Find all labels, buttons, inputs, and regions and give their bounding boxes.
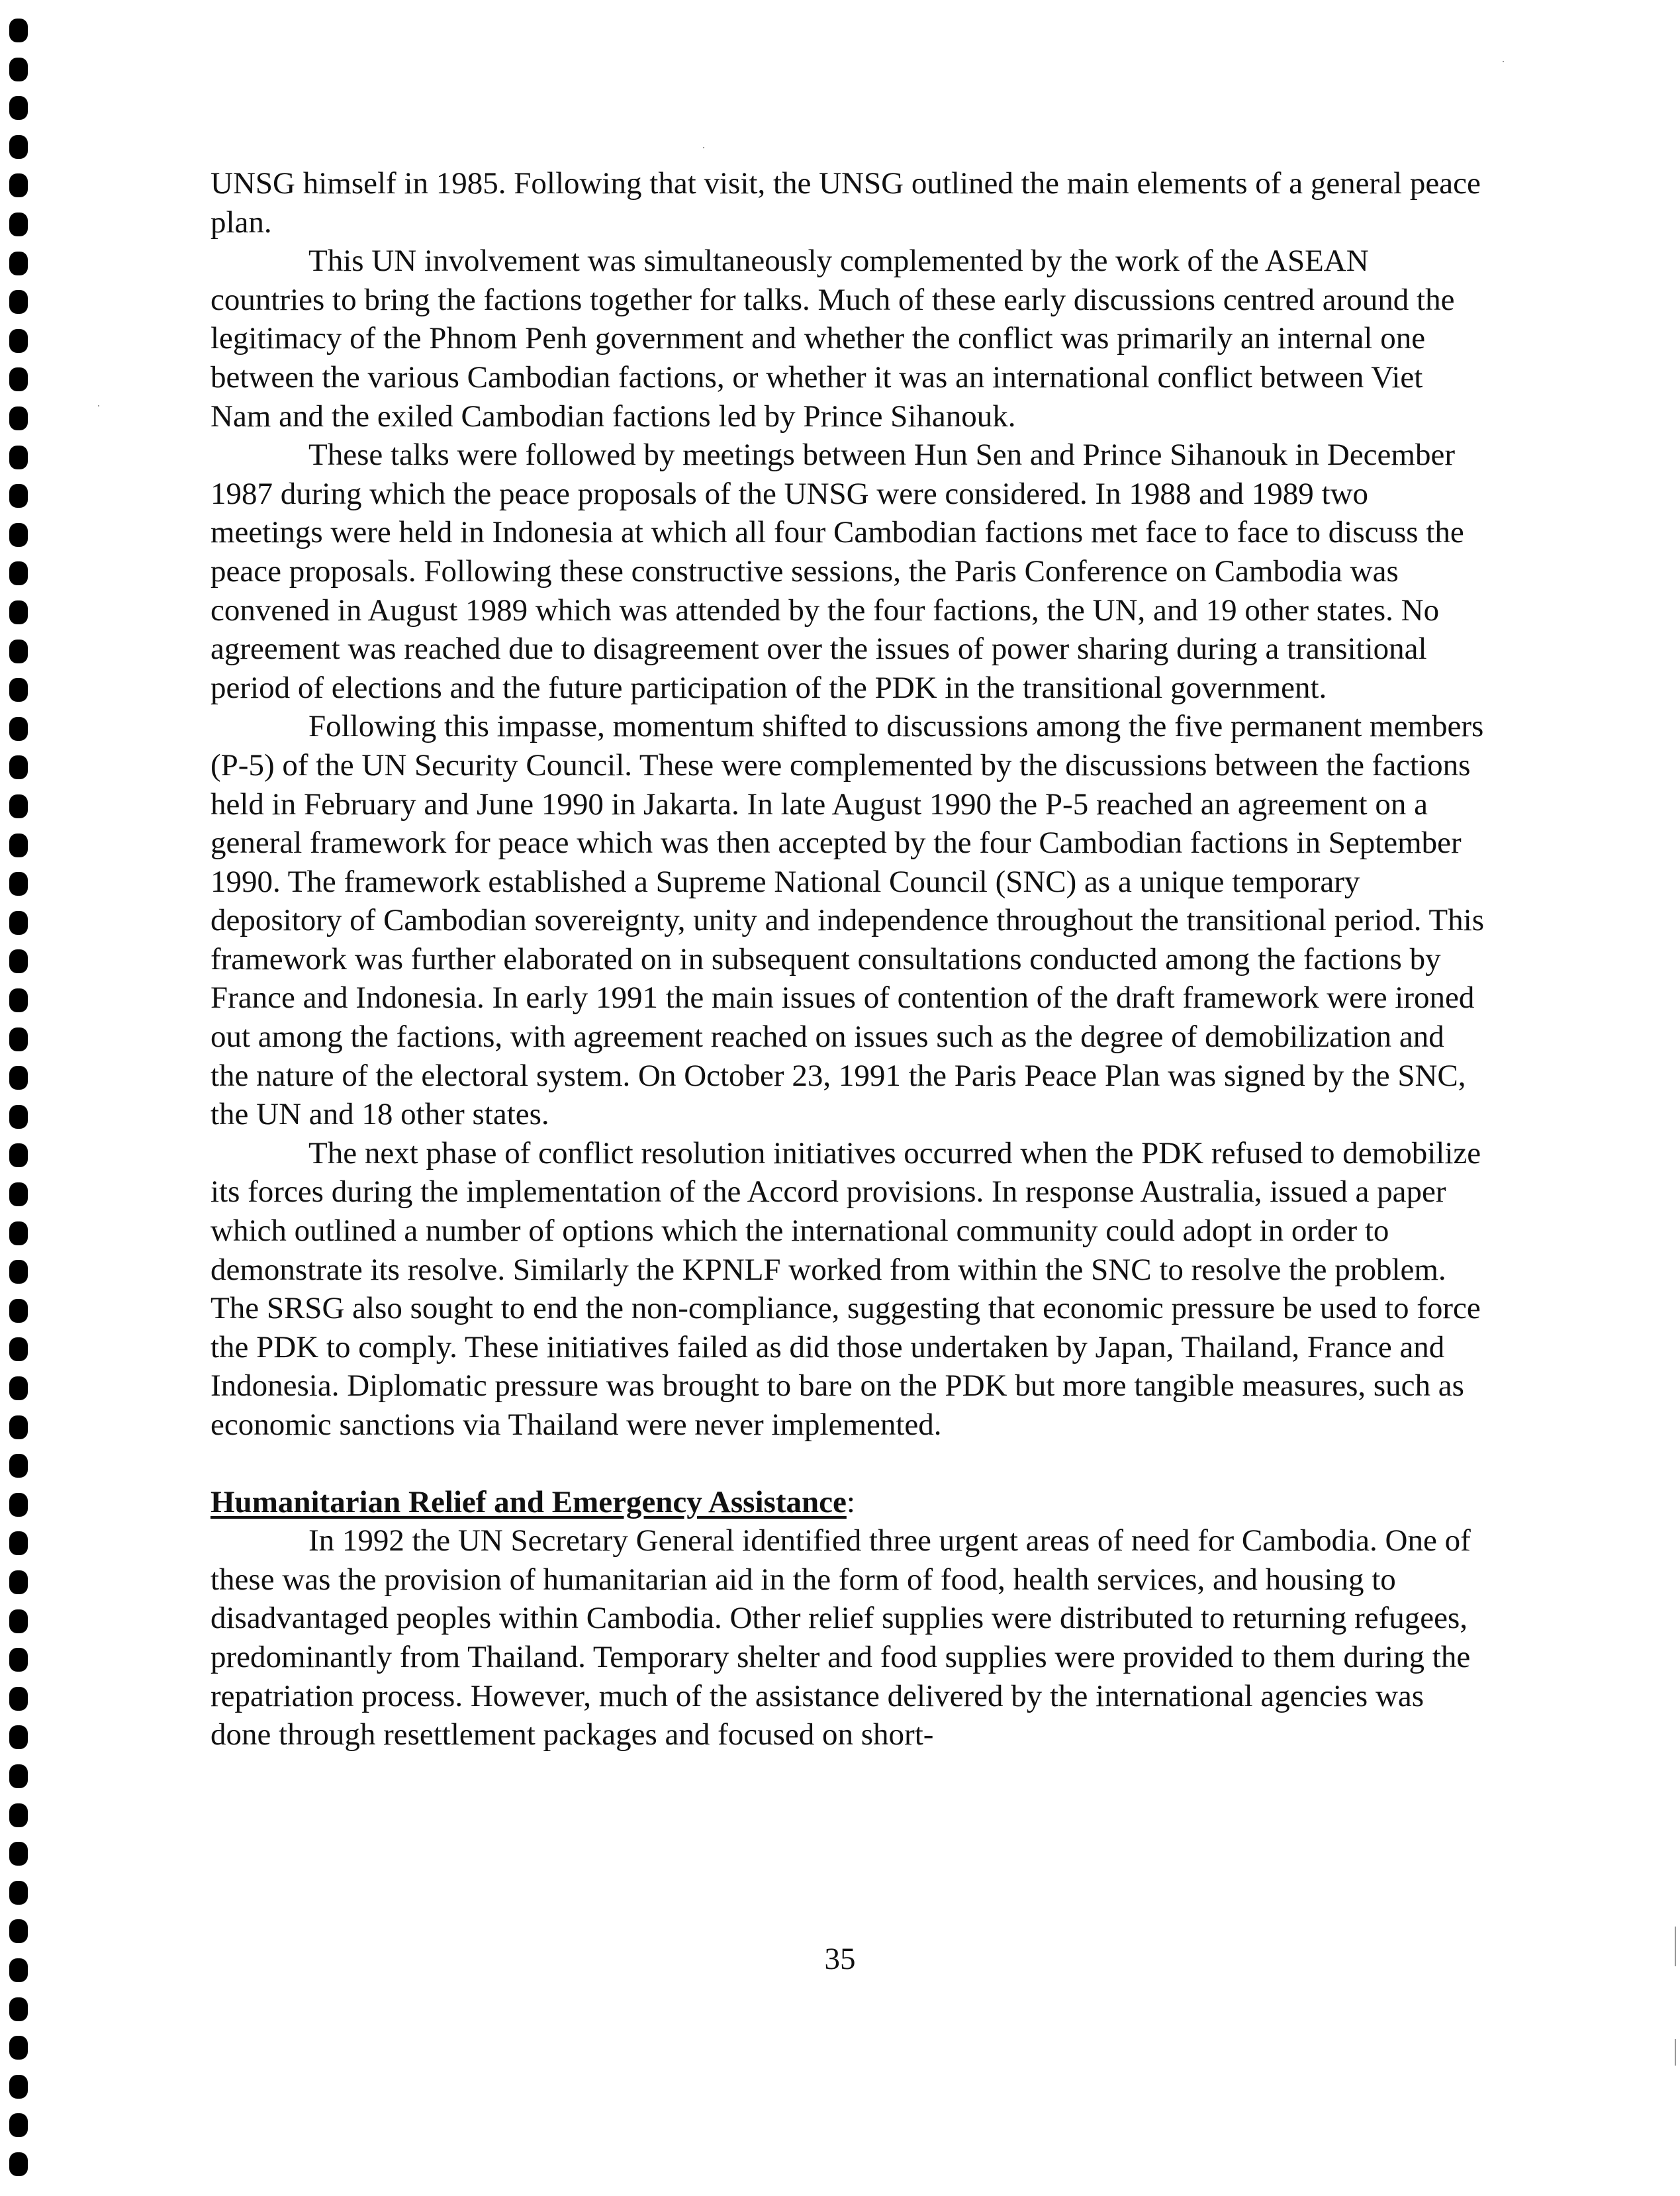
binding-hole (9, 213, 28, 236)
binding-hole (9, 2113, 28, 2137)
binding-hole (9, 1648, 28, 1672)
scan-speck (703, 147, 704, 148)
binding-hole (9, 1221, 28, 1245)
binding-hole (9, 755, 28, 779)
binding-hole (9, 1570, 28, 1594)
section-heading-title: Humanitarian Relief and Emergency Assistance (210, 1484, 847, 1519)
binding-hole (9, 329, 28, 353)
binding-hole (9, 1182, 28, 1206)
scan-speck (1675, 2039, 1676, 2066)
scan-speck (98, 405, 99, 406)
paragraph: In 1992 the UN Secretary General identified three urgent areas of need for Cambodia. One of these was the provision of humanitarian aid in the form of food, health services, and housing to disadvantaged peoples within Cambodia. Other relief supplies were distributed to returning refugees, predominantly from Thailand. Temporary shelter and food supplies were provided to them during the repatriation process. However, much of the assistance delivered by the international agencies was done through resettlement packages and focused on short- (210, 1523, 1471, 1752)
binding-hole (9, 1260, 28, 1284)
binding-hole (9, 1531, 28, 1555)
binding-hole (9, 1299, 28, 1323)
scan-speck (1503, 61, 1504, 62)
section-heading-suffix: : (846, 1484, 855, 1519)
binding-hole (9, 949, 28, 973)
binding-hole (9, 1493, 28, 1517)
binding-hole (9, 1842, 28, 1866)
binding-hole (9, 173, 28, 197)
binding-hole (9, 290, 28, 314)
section-heading (210, 1483, 1488, 1522)
binding-hole (9, 717, 28, 741)
binding-hole (9, 640, 28, 663)
binding-hole (9, 794, 28, 818)
binding-hole (9, 1376, 28, 1400)
binding-hole (9, 2152, 28, 2176)
binding-hole (9, 600, 28, 624)
binding-hole (9, 406, 28, 430)
scan-speck (1675, 1927, 1676, 1966)
binding-hole (9, 1881, 28, 1905)
binding-hole (9, 484, 28, 508)
binding-hole (9, 1764, 28, 1788)
binding-hole (9, 2075, 28, 2099)
binding-hole (9, 1027, 28, 1051)
binding-hole (9, 1105, 28, 1129)
binding-hole (9, 523, 28, 547)
binding-hole (9, 96, 28, 120)
binding-hole (9, 988, 28, 1012)
binding-hole (9, 19, 28, 42)
binding-hole (9, 678, 28, 702)
paragraph: These talks were followed by meetings between Hun Sen and Prince Sihanouk in December 1987 during which the peace proposals of the UNSG were considered. In 1988 and 1989 two meetings were held in Indonesia at which all four Cambodian factions met face to face to discuss the peace proposals. Following these constructive sessions, the Paris Conference on Cambodia was convened in August 1989 which was attended by the four factions, the UN, and 19 other states. No agreement was reached due to disagreement over the issues of power sharing during a transitional period of elections and the future participation of the PDK in the transitional government. (210, 438, 1464, 705)
binding-hole (9, 58, 28, 81)
binding-hole (9, 252, 28, 275)
binding-hole (9, 1687, 28, 1711)
paragraph: UNSG himself in 1985. Following that visit, the UNSG outlined the main elements of a general peace plan. (210, 166, 1481, 240)
page-body (210, 164, 1488, 1754)
binding-hole (9, 1143, 28, 1167)
paragraph: The next phase of conflict resolution initiatives occurred when the PDK refused to demobilize its forces during the implementation of the Accord provisions. In response Australia, issued a paper which outlined a number of options which the international community could adopt in order to demonstrate its resolve. Similarly the KPNLF worked from within the SNC to resolve the problem. The SRSG also sought to end the non-compliance, suggesting that economic pressure be used to force the PDK to comply. These initiatives failed as did those undertaken by Japan, Thailand, France and Indonesia. Diplomatic pressure was brought to bare on the PDK but more tangible measures, such as economic sanctions via Thailand were never implemented. (210, 1135, 1481, 1442)
binding-hole (9, 1725, 28, 1749)
binding-hole (9, 367, 28, 391)
binding-hole (9, 446, 28, 469)
paragraph: This UN involvement was simultaneously complemented by the work of the ASEAN countries to bring the factions together for talks. Much of these early discussions centred around the legitimacy of the Phnom Penh government and whether the conflict was primarily an internal one between the various Cambodian factions, or whether it was an international conflict between Viet Nam and the exiled Cambodian factions led by Prince Sihanouk. (210, 244, 1455, 434)
binding-hole (9, 561, 28, 585)
binding-hole (9, 1454, 28, 1478)
binding-hole (9, 1337, 28, 1361)
binding-hole (9, 911, 28, 935)
binding-hole (9, 1997, 28, 2021)
binding-hole (9, 2036, 28, 2060)
binding-hole (9, 1066, 28, 1090)
binding-hole (9, 1609, 28, 1633)
spiral-binding-holes (0, 0, 46, 2196)
binding-hole (9, 1803, 28, 1827)
page-number: 35 (824, 1942, 856, 1976)
binding-hole (9, 834, 28, 857)
binding-hole (9, 1415, 28, 1439)
paragraph: Following this impasse, momentum shifted to discussions among the five permanent members (P-5) of the UN Security Council. These were complemented by the discussions between the factions held in February and June 1990 in Jakarta. In late August 1990 the P-5 reached an agreement on a general framework for peace which was then accepted by the four Cambodian factions in September 1990. The framework established a Supreme National Council (SNC) as a unique temporary depository of Cambodian sovereignty, unity and independence throughout the transitional period. This framework was further elaborated on in subsequent consultations conducted among the factions by France and Indonesia. In early 1991 the main issues of contention of the draft framework were ironed out among the factions, with agreement reached on issues such as the degree of demobilization and the nature of the electoral system. On October 23, 1991 the Paris Peace Plan was signed by the SNC, the UN and 18 other states. (210, 709, 1484, 1132)
binding-hole (9, 135, 28, 159)
binding-hole (9, 872, 28, 896)
